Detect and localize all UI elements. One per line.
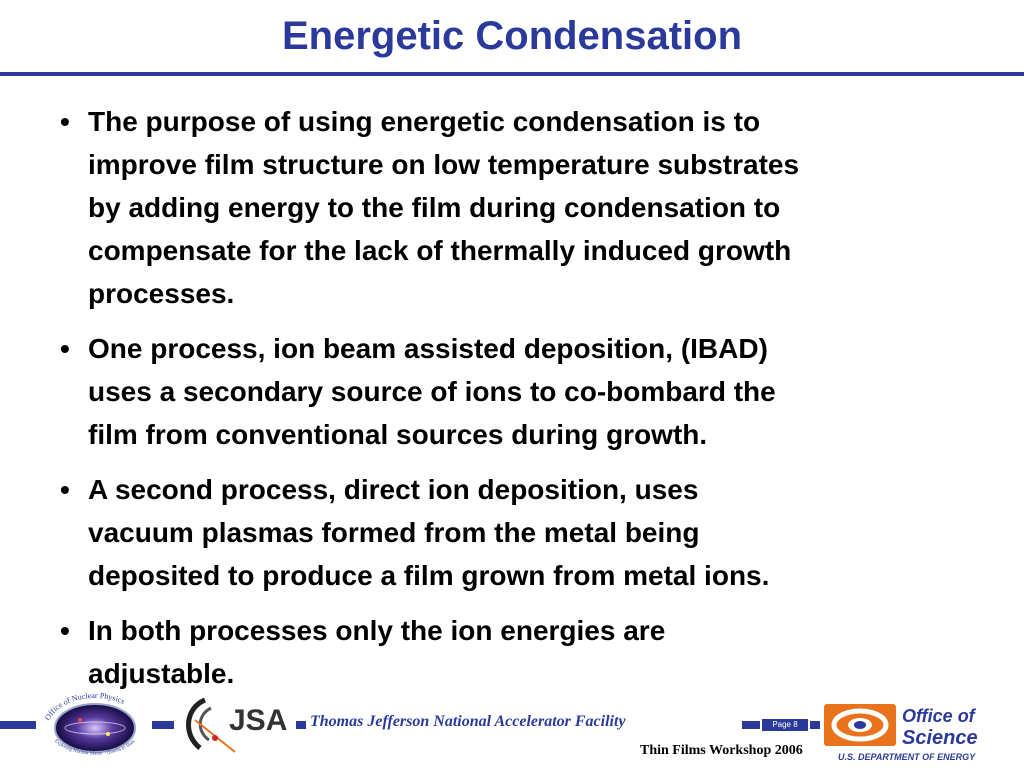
np-logo-tagline: Exploring Nuclear Matter · Quarks to Stars: [53, 738, 137, 757]
bullet-item: [60, 100, 980, 315]
page-number: Page 8: [762, 719, 808, 731]
bullet-line: A second process, direct ion deposition, uses: [88, 474, 699, 505]
bullet-line: adjustable.: [88, 658, 235, 689]
lab-name: Thomas Jefferson National Accelerator Facility: [310, 713, 626, 730]
bullet-glyph: •: [60, 333, 70, 364]
bullet-line: by adding energy to the film during condensation to: [88, 192, 781, 223]
np-logo-text: Office of Nuclear Physics: [43, 690, 127, 722]
bullet-line: deposited to produce a film grown from metal ions.: [88, 560, 770, 591]
bullet-line: improve film structure on low temperature substrates: [88, 149, 800, 180]
oos-line1: Office of: [902, 706, 975, 726]
bullet-line: The purpose of using energetic condensation is to: [88, 106, 761, 137]
bullet-list: [60, 100, 980, 707]
title-divider: [0, 72, 1024, 76]
footer-bar-mid2: [296, 721, 306, 729]
footer-bar-mid: [152, 721, 174, 729]
bullet-line: One process, ion beam assisted deposition, (IBAD): [88, 333, 768, 364]
bullet-line: processes.: [88, 278, 235, 309]
bullet-item: [60, 609, 980, 695]
workshop-label: Thin Films Workshop 2006: [640, 743, 803, 758]
jsa-logo: [175, 690, 295, 760]
bullet-glyph: •: [60, 615, 70, 646]
jsa-text: JSA: [229, 704, 288, 737]
bullet-line: uses a secondary source of ions to co-bombard the: [88, 376, 776, 407]
slide-title: Energetic Condensation: [281, 14, 743, 58]
footer-bar-right-a: [742, 721, 760, 729]
nuclear-physics-logo: [40, 690, 150, 760]
bullet-glyph: •: [60, 106, 70, 137]
bullet-line: vacuum plasmas formed from the metal being: [88, 517, 700, 548]
footer-bar-left: [0, 721, 36, 729]
bullet-glyph: •: [60, 474, 70, 505]
bullet-item: [60, 468, 980, 597]
footer-bar-right-b: [810, 721, 820, 729]
bullet-line: compensate for the lack of thermally induced growth: [88, 235, 792, 266]
bullet-line: film from conventional sources during growth.: [88, 419, 708, 450]
oos-line2: Science: [902, 727, 978, 749]
bullet-item: [60, 327, 980, 456]
oos-line3: U.S. DEPARTMENT OF ENERGY: [838, 752, 976, 762]
bullet-line: In both processes only the ion energies are: [88, 615, 666, 646]
office-of-science-logo: [822, 700, 1022, 766]
